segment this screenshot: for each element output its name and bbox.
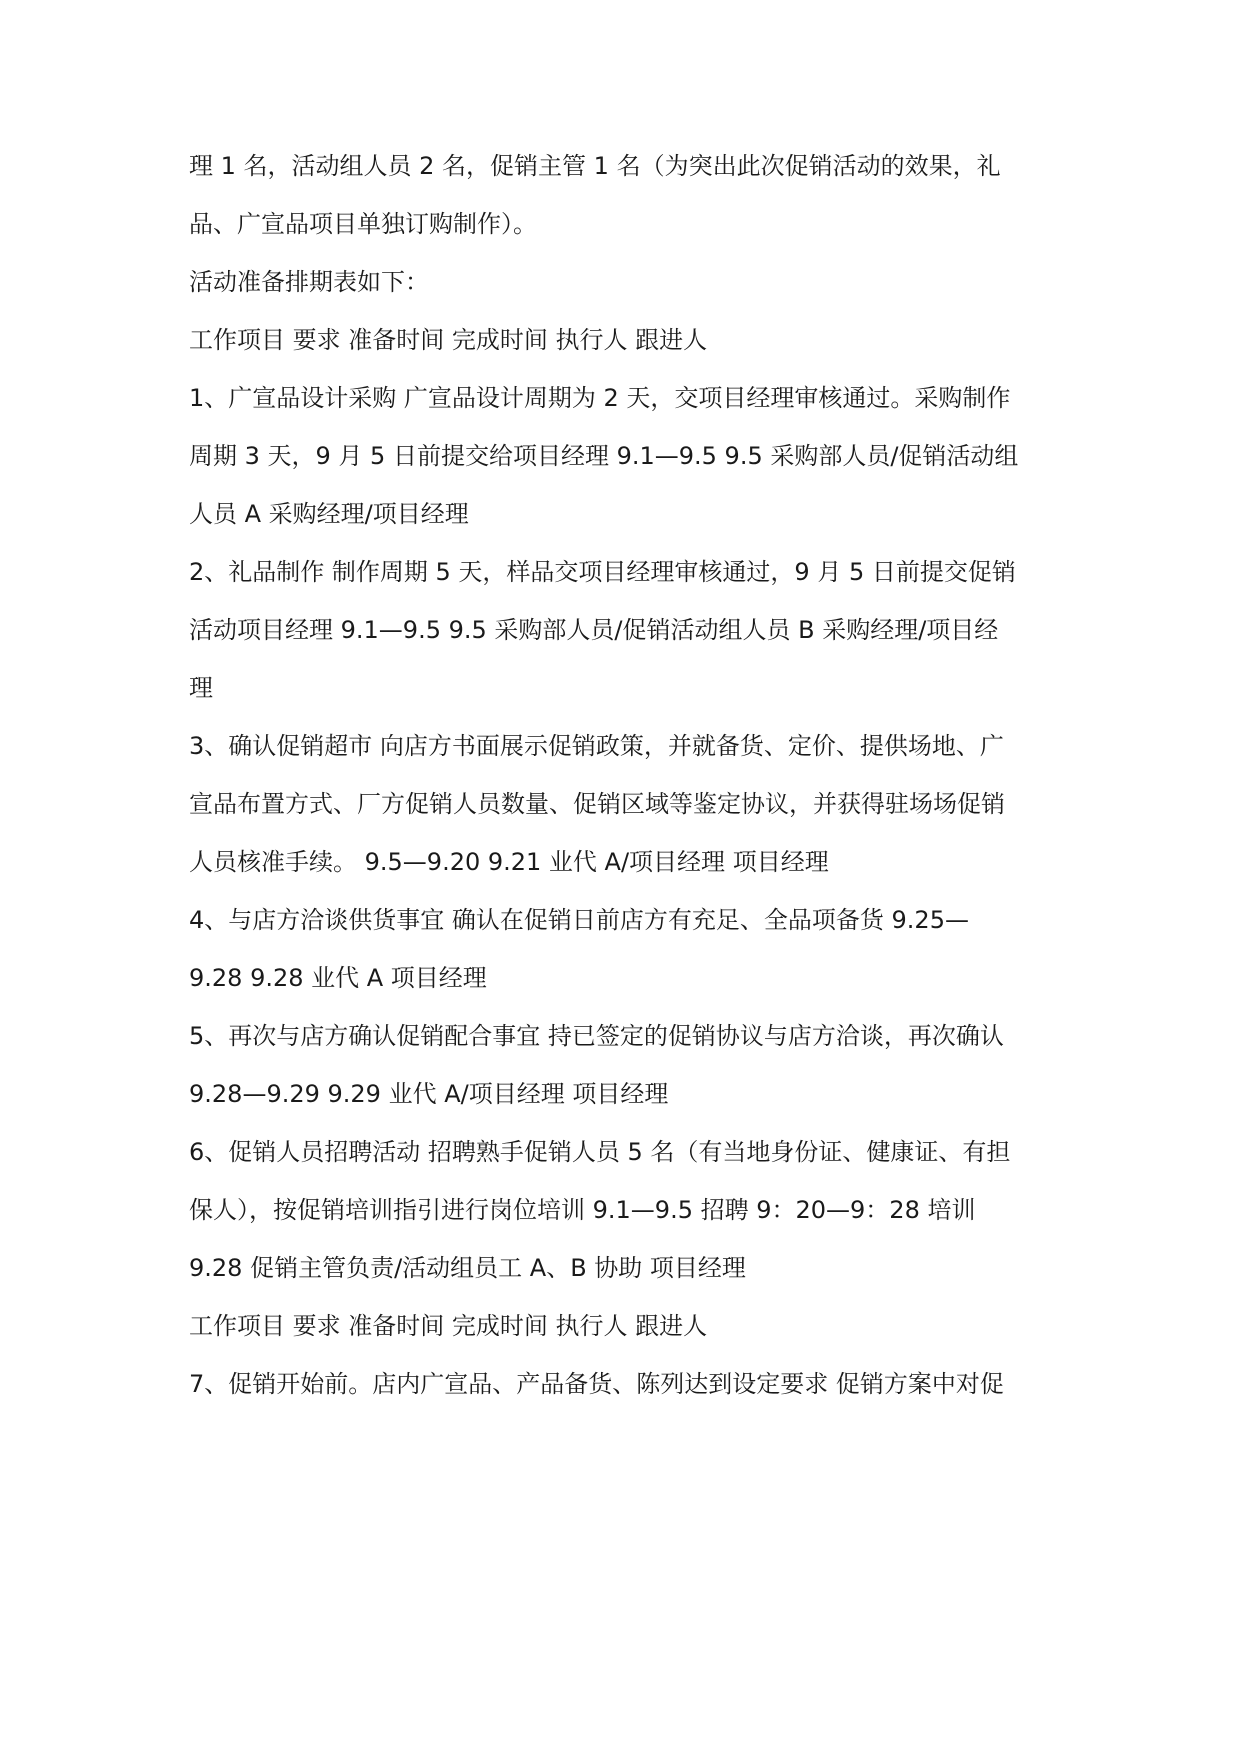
text-line: 9.28 促销主管负责/活动组员工 A、B 协助 项目经理: [189, 1254, 746, 1282]
text-line: 活动准备排期表如下：: [189, 268, 429, 296]
table-header-line: 工作项目 要求 准备时间 完成时间 执行人 跟进人: [189, 1312, 708, 1340]
text-line: 6、促销人员招聘活动 招聘熟手促销人员 5 名（有当地身份证、健康证、有担: [189, 1138, 1011, 1166]
text-line: 人员核准手续。 9.5—9.20 9.21 业代 A/项目经理 项目经理: [189, 848, 829, 876]
text-line: 3、确认促销超市 向店方书面展示促销政策，并就备货、定价、提供场地、广: [189, 732, 1004, 760]
text-line: 人员 A 采购经理/项目经理: [189, 500, 469, 528]
text-line: 理 1 名，活动组人员 2 名，促销主管 1 名（为突出此次促销活动的效果，礼: [189, 152, 1001, 180]
text-line: 品、广宣品项目单独订购制作）。: [189, 210, 537, 238]
text-line: 7、促销开始前。店内广宣品、产品备货、陈列达到设定要求 促销方案中对促: [189, 1370, 1004, 1398]
text-line: 宣品布置方式、厂方促销人员数量、促销区域等鉴定协议，并获得驻场场促销: [189, 790, 1005, 818]
text-line: 4、与店方洽谈供货事宜 确认在促销日前店方有充足、全品项备货 9.25—: [189, 906, 969, 934]
text-line: 1、广宣品设计采购 广宣品设计周期为 2 天，交项目经理审核通过。采购制作: [189, 384, 1011, 412]
text-line: 保人），按促销培训指引进行岗位培训 9.1—9.5 招聘 9：20—9：28 培训: [189, 1196, 976, 1224]
table-header-line: 工作项目 要求 准备时间 完成时间 执行人 跟进人: [189, 326, 708, 354]
text-line: 9.28—9.29 9.29 业代 A/项目经理 项目经理: [189, 1080, 669, 1108]
text-line: 活动项目经理 9.1—9.5 9.5 采购部人员/促销活动组人员 B 采购经理/项目经: [189, 616, 999, 644]
text-line: 理: [189, 674, 213, 702]
text-line: 9.28 9.28 业代 A 项目经理: [189, 964, 487, 992]
text-line: 2、礼品制作 制作周期 5 天，样品交项目经理审核通过，9 月 5 日前提交促销: [189, 558, 1016, 586]
text-line: 5、再次与店方确认促销配合事宜 持已签定的促销协议与店方洽谈，再次确认: [189, 1022, 1004, 1050]
text-line: 周期 3 天，9 月 5 日前提交给项目经理 9.1—9.5 9.5 采购部人员/促销活动组: [189, 442, 1019, 470]
